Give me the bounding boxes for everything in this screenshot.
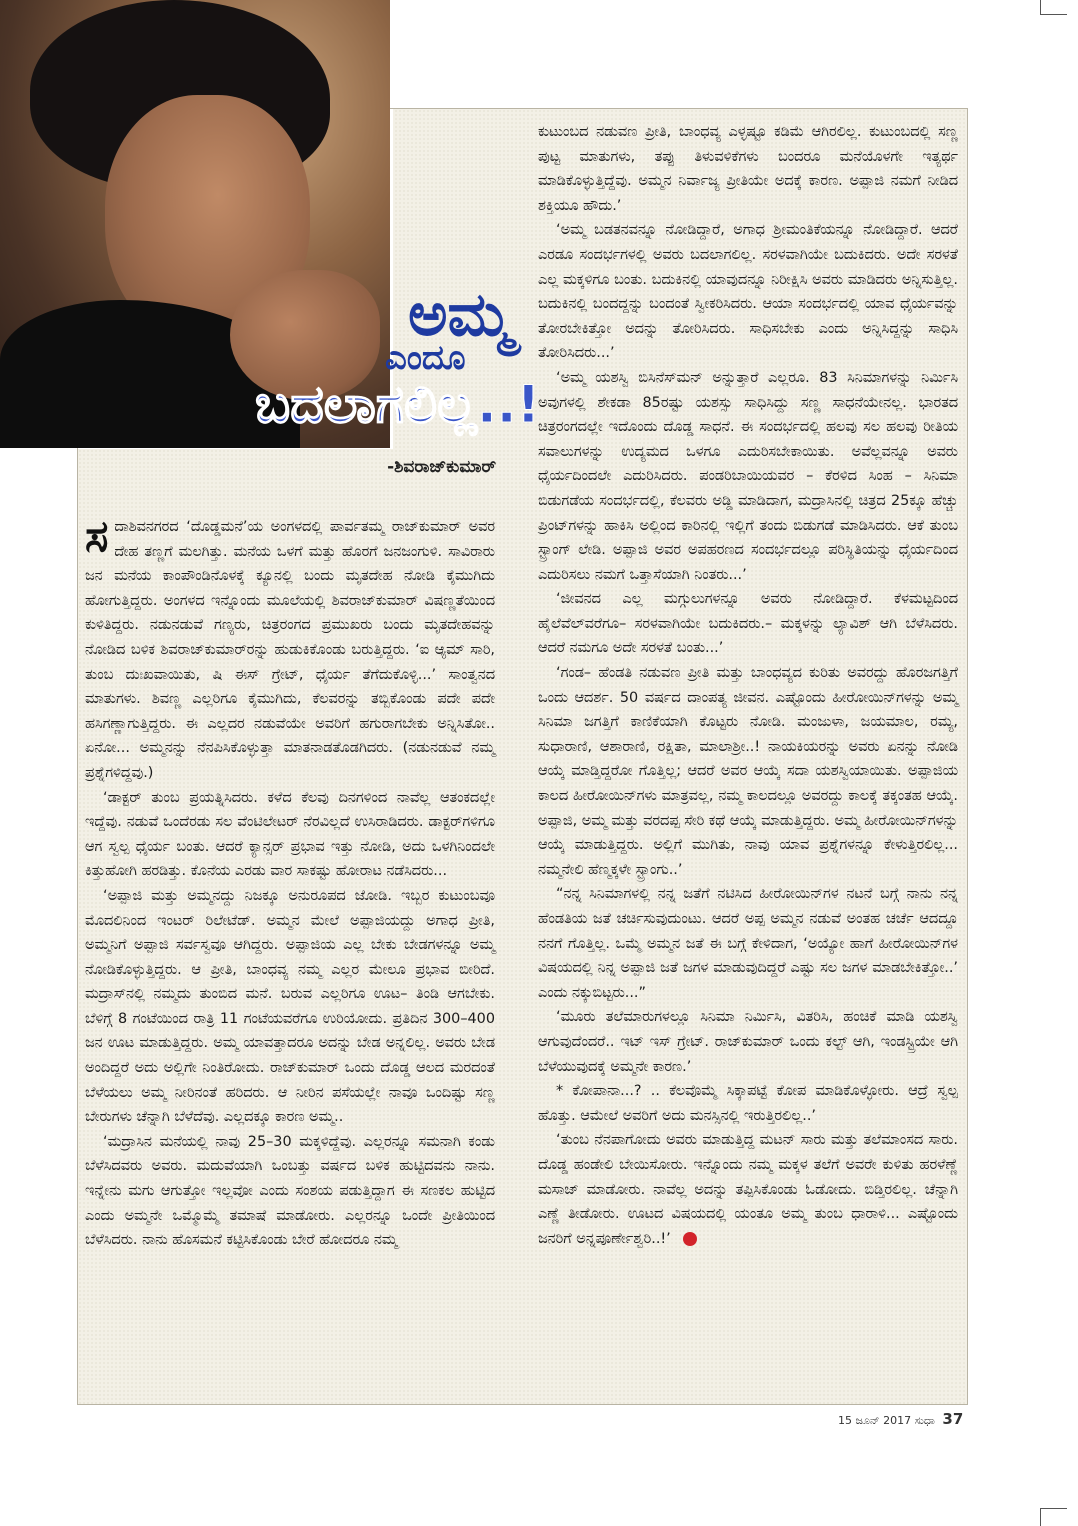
paragraph: ‘ಗಂಡ– ಹೆಂಡತಿ ನಡುವಣ ಪ್ರೀತಿ ಮತ್ತು ಬಾಂಧವ್ಯದ ಕುರಿತು ಅವರದ್ದು ಹೊರಜಗತ್ತಿಗೆ ಒಂದು ಆದರ್ಶ. 50 ವರ್ಷದ ದಾಂಪತ್ಯ ಜೀವನ. ಎಷ್ಟೊಂದು ಹೀರೋಯಿನ್‌ಗಳನ್ನು ಅಮ್ಮ ಸಿನಿಮಾ ಜಗತ್ತಿಗೆ ಕಾಣಿಕೆಯಾಗಿ ಕೊಟ್ಟರು ನೋಡಿ. ಮಂಜುಳಾ, ಜಯಮಾಲ, ರಮ್ಯ, ಸುಧಾರಾಣಿ, ಆಶಾರಾಣಿ, ರಕ್ಷಿತಾ, ಮಾಲಾಶ್ರೀ..! ನಾಯಕಿಯರನ್ನು ಅವರು ಏನನ್ನು ನೋಡಿ ಆಯ್ಕೆ ಮಾಡ್ತಿದ್ದರೋ ಗೊತ್ತಿಲ್ಲ; ಆದರೆ ಅವರ ಆಯ್ಕೆ ಸದಾ ಯಶಸ್ವಿಯಾಯಿತು. ಅಪ್ಪಾಜಿಯ ಕಾಲದ ಹೀರೋಯಿನ್‌ಗಳು ಮಾತ್ರವಲ್ಲ, ನಮ್ಮ ಕಾಲದಲ್ಲೂ ಅವರದ್ದು ಕಾಲಕ್ಕೆ ತಕ್ಕಂತಹ ಆಯ್ಕೆ. ಅಪ್ಪಾಜಿ, ಅಮ್ಮ ಮತ್ತು ವರದಪ್ಪ ಸೇರಿ ಕಥೆ ಆಯ್ಕೆ ಮಾಡುತ್ತಿದ್ದರು. ಅಮ್ಮ ಹೀರೋಯಿನ್‌ಗಳನ್ನು ಆಯ್ಕೆ ಮಾಡುತ್ತಿದ್ದರು. ಅಲ್ಲಿಗೆ ಮುಗಿತು, ನಾವು ಯಾವ ಪ್ರಶ್ನೆಗಳನ್ನೂ ಕೇಳುತ್ತಿರಲಿಲ್ಲ... ನಮ್ಮನೇಲಿ ಹೆಣ್ಮಕ್ಕಳೇ ಸ್ಟ್ರಾಂಗು..’ [538, 665, 958, 878]
footer-date: 15 ಜೂನ್ 2017 ಸುಧಾ [838, 1414, 935, 1427]
paragraph: ‘ಡಾಕ್ಟರ್ ತುಂಬ ಪ್ರಯತ್ನಿಸಿದರು. ಕಳೆದ ಕೆಲವು ದಿನಗಳಿಂದ ನಾವೆಲ್ಲ ಆತಂಕದಲ್ಲೇ ಇದ್ದೆವು. ನಡುವೆ ಒಂದೆರಡು ಸಲ ವೆಂಟಿಲೇಟರ್ ನೆರವಿಲ್ಲದೆ ಉಸಿರಾಡಿದರು. ಡಾಕ್ಟರ್‌ಗಳಿಗೂ ಆಗ ಸ್ವಲ್ಪ ಧೈರ್ಯ ಬಂತು. ಆದರೆ ಕ್ಯಾನ್ಸರ್ ಪ್ರಭಾವ ಇತ್ತು ನೋಡಿ, ಅದು ಒಳಗಿನಿಂದಲೇ ಕಿತ್ತುಹೋಗಿ ಹರಡಿತ್ತು. ಕೊನೆಯ ಎರಡು ವಾರ ಸಾಕಷ್ಟು ಹೋರಾಟ ನಡೆಸಿದರು... [85, 789, 495, 880]
drop-cap: ಸ [85, 511, 109, 562]
paragraph: ಕುಟುಂಬದ ನಡುವಣ ಪ್ರೀತಿ, ಬಾಂಧವ್ಯ ಎಳ್ಳಷ್ಟೂ ಕಡಿಮೆ ಆಗಿರಲಿಲ್ಲ. ಕುಟುಂಬದಲ್ಲಿ ಸಣ್ಣ ಪುಟ್ಟ ಮಾತುಗಳು, ತಪ್ಪು ತಿಳುವಳಿಕೆಗಳು ಬಂದರೂ ಮನೆಯೊಳಗೇ ಇತ್ಯರ್ಥ ಮಾಡಿಕೊಳ್ಳುತ್ತಿದ್ದೆವು. ಅಮ್ಮನ ನಿರ್ವಾಜ್ಯ ಪ್ರೀತಿಯೇ ಅದಕ್ಕೆ ಕಾರಣ. ಅಪ್ಪಾಜಿ ನಮಗೆ ನೀಡಿದ ಶಕ್ತಿಯೂ ಹೌದು.’ [538, 124, 958, 214]
page-number: 37 [942, 1410, 964, 1428]
page-footer [838, 1410, 963, 1428]
crop-mark-bottom-right [1040, 1508, 1067, 1526]
headline-line-3: ಬದಲಾಗಲಿಲ್ಲ..! [255, 375, 541, 435]
paragraph: ‘ಅಪ್ಪಾಜಿ ಮತ್ತು ಅಮ್ಮನದ್ದು ನಿಜಕ್ಕೂ ಅನುರೂಪದ ಜೋಡಿ. ಇಬ್ಬರ ಕುಟುಂಬವೂ ಮೊದಲಿನಿಂದ ಇಂಟರ್ ರಿಲೇಟೆಡ್. ಅಮ್ಮನ ಮೇಲೆ ಅಪ್ಪಾಜಿಯದ್ದು ಅಗಾಧ ಪ್ರೀತಿ, ಅಮ್ಮನಿಗೆ ಅಪ್ಪಾಜಿ ಸರ್ವಸ್ವವೂ ಆಗಿದ್ದರು. ಅಪ್ಪಾಜಿಯ ಎಲ್ಲ ಬೇಕು ಬೇಡಗಳನ್ನೂ ಅಮ್ಮ ನೋಡಿಕೊಳ್ಳುತ್ತಿದ್ದರು. ಆ ಪ್ರೀತಿ, ಬಾಂಧವ್ಯ ನಮ್ಮ ಎಲ್ಲರ ಮೇಲೂ ಪ್ರಭಾವ ಬೀರಿದೆ. ಮದ್ರಾಸ್‌ನಲ್ಲಿ ನಮ್ಮದು ತುಂಬಿದ ಮನೆ. ಬರುವ ಎಲ್ಲರಿಗೂ ಊಟ– ತಿಂಡಿ ಆಗಬೇಕು. ಬೆಳಿಗ್ಗೆ 8 ಗಂಟೆಯಿಂದ ರಾತ್ರಿ 11 ಗಂಟೆಯವರೆಗೂ ಉರಿಯೋದು. ಪ್ರತಿದಿನ 300–400 ಜನ ಊಟ ಮಾಡುತ್ತಿದ್ದರು. ಅಮ್ಮ ಯಾವತ್ತಾದರೂ ಅದನ್ನು ಬೇಡ ಅನ್ನಲಿಲ್ಲ. ಅವರು ಬೇಡ ಅಂದಿದ್ದರೆ ಅದು ಅಲ್ಲಿಗೇ ನಿಂತಿರೋದು. ರಾಜ್‌ಕುಮಾರ್ ಒಂದು ದೊಡ್ಡ ಆಲದ ಮರದಂತೆ ಬೆಳೆಯಲು ಅಮ್ಮ ನೀರಿನಂತೆ ಹರಿದರು. ಆ ನೀರಿನ ಪಸೆಯಲ್ಲೇ ನಾವೂ ಒಂದಿಷ್ಟು ಸಣ್ಣ ಬೇರುಗಳು ಚೆನ್ನಾಗಿ ಬೆಳೆದೆವು. ಎಲ್ಲದಕ್ಕೂ ಕಾರಣ ಅಮ್ಮ.. [85, 887, 495, 1126]
paragraph: ‘ಜೀವನದ ಎಲ್ಲ ಮಗ್ಗುಲುಗಳನ್ನೂ ಅವರು ನೋಡಿದ್ದಾರೆ. ಕೆಳಮಟ್ಟದಿಂದ ಹೈಲೆವೆಲ್‌ವರೆಗೂ– ಸರಳವಾಗಿಯೇ ಬದುಕಿದರು.– ಮಕ್ಕಳನ್ನು ಲ್ಯಾವಿಶ್ ಆಗಿ ಬೆಳೆಸಿದರು. ಆದರೆ ನಮಗೂ ಅದೇ ಸರಳತೆ ಬಂತು...’ [538, 591, 958, 657]
crop-mark-top-right [1040, 0, 1067, 15]
headline-line-2: ಎಂದೂ [385, 338, 466, 378]
paragraph-last: ‘ತುಂಬ ನೆನಪಾಗೋದು ಅವರು ಮಾಡುತ್ತಿದ್ದ ಮಟನ್ ಸಾರು ಮತ್ತು ತಲೆಮಾಂಸದ ಸಾರು. ದೊಡ್ಡ ಹಂಡೇಲಿ ಬೇಯಿಸೋರು. ಇನ್ನೊಂದು ನಮ್ಮ ಮಕ್ಕಳ ತಲೆಗೆ ಅವರೇ ಕುಳಿತು ಹರಳೆಣ್ಣೆ ಮಸಾಜ್ ಮಾಡೋರು. ನಾವೆಲ್ಲ ಅದನ್ನು ತಪ್ಪಿಸಿಕೊಂಡು ಓಡೋದು. ಬಿಡ್ತಿರಲಿಲ್ಲ. ಚೆನ್ನಾಗಿ ಎಣ್ಣೆ ತೀಡೋರು. ಊಟದ ವಿಷಯದಲ್ಲಿ ಯಂತೂ ಅಮ್ಮ ತುಂಬ ಧಾರಾಳಿ... ಎಷ್ಟೊಂದು ಜನರಿಗೆ ಅನ್ನಪೂರ್ಣೇಶ್ವರಿ..!’ [538, 1132, 958, 1247]
end-mark-icon [683, 1232, 697, 1246]
headline-line-1: ಅಮ್ಮ [408, 280, 513, 350]
paragraph: ‘ಮದ್ರಾಸಿನ ಮನೆಯಲ್ಲಿ ನಾವು 25–30 ಮಕ್ಕಳಿದ್ದೆವು. ಎಲ್ಲರನ್ನೂ ಸಮನಾಗಿ ಕಂಡು ಬೆಳೆಸಿದವರು ಅವರು. ಮದುವೆಯಾಗಿ ಒಂಬತ್ತು ವರ್ಷದ ಬಳಿಕ ಹುಟ್ಟಿದವನು ನಾನು. ಇನ್ನೇನು ಮಗು ಆಗುತ್ತೋ ಇಲ್ಲವೋ ಎಂದು ಸಂಶಯ ಪಡುತ್ತಿದ್ದಾಗ ಈ ಸಣಕಲ ಹುಟ್ಟಿದ ಎಂದು ಅಮ್ಮನೇ ಒಮ್ಮೊಮ್ಮೆ ತಮಾಷೆ ಮಾಡೋರು. ಎಲ್ಲರನ್ನೂ ಒಂದೇ ಪ್ರೀತಿಯಿಂದ ಬೆಳೆಸಿದರು. ನಾನು ಹೊಸಮನೆ ಕಟ್ಟಿಸಿಕೊಂಡು ಬೇರೆ ಹೋದರೂ ನಮ್ಮ [85, 1133, 495, 1249]
paragraph: ಸದಾಶಿವನಗರದ ‘ದೊಡ್ಡಮನೆ’ಯ ಅಂಗಳದಲ್ಲಿ ಪಾರ್ವತಮ್ಮ ರಾಜ್‌ಕುಮಾರ್ ಅವರ ದೇಹ ತಣ್ಣಗೆ ಮಲಗಿತ್ತು. ಮನೆಯ ಒಳಗೆ ಮತ್ತು ಹೊರಗೆ ಜನಜಂಗುಳಿ. ಸಾವಿರಾರು ಜನ ಮನೆಯ ಕಾಂಪೌಂಡಿನೊಳಕ್ಕೆ ಕ್ಯೂನಲ್ಲಿ ಬಂದು ಮೃತದೇಹ ನೋಡಿ ಕೈಮುಗಿದು ಹೋಗುತ್ತಿದ್ದರು. ಅಂಗಳದ ಇನ್ನೊಂದು ಮೂಲೆಯಲ್ಲಿ ಶಿವರಾಜ್‌ಕುಮಾರ್ ವಿಷಣ್ಣತೆಯಿಂದ ಕುಳಿತಿದ್ದರು. ನಡುನಡುವೆ ಗಣ್ಯರು, ಚಿತ್ರರಂಗದ ಪ್ರಮುಖರು ಬಂದು ಮೃತದೇಹವನ್ನು ನೋಡಿದ ಬಳಿಕ ಶಿವರಾಜ್‌ಕುಮಾರ್‌ರನ್ನು ಹುಡುಕಿಕೊಂಡು ಬರುತ್ತಿದ್ದರು. ‘ಐ ಆ್ಯಮ್ ಸಾರಿ, ತುಂಬ ದುಃಖವಾಯಿತು, ಷಿ ಈಸ್ ಗ್ರೇಟ್, ಧೈರ್ಯ ತೆಗೆದುಕೊಳ್ಳಿ...’ ಸಾಂತ್ವನದ ಮಾತುಗಳು. ಶಿವಣ್ಣ ಎಲ್ಲರಿಗೂ ಕೈಮುಗಿದು, ಕೆಲವರನ್ನು ತಬ್ಬಿಕೊಂಡು ಪದೇ ಪದೇ ಹಸಿಗಣ್ಣಾಗುತ್ತಿದ್ದರು. ಈ ಎಲ್ಲದರ ನಡುವೆಯೇ ಅವರಿಗೆ ಹಗುರಾಗಬೇಕು ಅನ್ನಿಸಿತೋ.. ಏನೋ... ಅಮ್ಮನನ್ನು ನೆನಪಿಸಿಕೊಳ್ಳುತ್ತಾ ಮಾತನಾಡತೊಡಗಿದರು. (ನಡುನಡುವೆ ನಮ್ಮ ಪ್ರಶ್ನೆಗಳಿದ್ದವು.) [85, 511, 495, 781]
paragraph: * ಕೋಪಾನಾ...? .. ಕೆಲವೊಮ್ಮೆ ಸಿಕ್ಕಾಪಟ್ಟೆ ಕೋಪ ಮಾಡಿಕೊಳ್ಳೋರು. ಆದ್ರೆ ಸ್ವಲ್ಪ ಹೊತ್ತು. ಆಮೇಲೆ ಅವರಿಗೆ ಅದು ಮನಸ್ಸಿನಲ್ಲಿ ಇರುತ್ತಿರಲಿಲ್ಲ..’ [538, 1083, 958, 1124]
paragraph: ‘ಅಮ್ಮ ಬಡತನವನ್ನೂ ನೋಡಿದ್ದಾರೆ, ಅಗಾಧ ಶ್ರೀಮಂತಿಕೆಯನ್ನೂ ನೋಡಿದ್ದಾರೆ. ಆದರೆ ಎರಡೂ ಸಂದರ್ಭಗಳಲ್ಲಿ ಅವರು ಬದಲಾಗಲಿಲ್ಲ. ಸರಳವಾಗಿಯೇ ಬದುಕಿದರು. ಅದೇ ಸರಳತೆ ಎಲ್ಲ ಮಕ್ಕಳಿಗೂ ಬಂತು. ಬದುಕಿನಲ್ಲಿ ಯಾವುದನ್ನೂ ನಿರೀಕ್ಷಿಸಿ ಅವರು ಮಾಡಿದರು ಅನ್ನಿಸುತ್ತಿಲ್ಲ. ಬದುಕಿನಲ್ಲಿ ಬಂದದ್ದನ್ನು ಬಂದಂತೆ ಸ್ವೀಕರಿಸಿದರು. ಆಯಾ ಸಂದರ್ಭದಲ್ಲಿ ಯಾವ ಧೈರ್ಯವನ್ನು ತೋರಬೇಕಿತ್ತೋ ಅದನ್ನು ತೋರಿಸಿದರು. ಸಾಧಿಸಬೇಕು ಎಂದು ಅನ್ನಿಸಿದ್ದನ್ನು ಸಾಧಿಸಿ ತೋರಿಸಿದರು...’ [538, 222, 958, 362]
article-column-left [85, 511, 495, 1253]
paragraph: “ನನ್ನ ಸಿನಿಮಾಗಳಲ್ಲಿ ನನ್ನ ಜತೆಗೆ ನಟಿಸಿದ ಹೀರೋಯಿನ್‌ಗಳ ನಟನೆ ಬಗ್ಗೆ ನಾನು ನನ್ನ ಹೆಂಡತಿಯ ಜತೆ ಚರ್ಚಿಸುವುದುಂಟು. ಆದರೆ ಅಪ್ಪ ಅಮ್ಮನ ನಡುವೆ ಅಂತಹ ಚರ್ಚೆ ಆದದ್ದೂ ನನಗೆ ಗೊತ್ತಿಲ್ಲ. ಒಮ್ಮೆ ಅಮ್ಮನ ಜತೆ ಈ ಬಗ್ಗೆ ಕೇಳಿದಾಗ, ‘ಅಯ್ಯೋ ಹಾಗೆ ಹೀರೋಯಿನ್‌ಗಳ ವಿಷಯದಲ್ಲಿ ನಿನ್ನ ಅಪ್ಪಾಜಿ ಜತೆ ಜಗಳ ಮಾಡುವುದಿದ್ದರೆ ಎಷ್ಟು ಸಲ ಜಗಳ ಮಾಡಬೇಕಿತ್ತೋ..’ ಎಂದು ನಕ್ಕುಬಿಟ್ಟರು...” [538, 886, 958, 1001]
paragraph: ‘ಅಮ್ಮ ಯಶಸ್ವಿ ಬಿಸಿನೆಸ್‌ಮನ್ ಅನ್ನುತ್ತಾರೆ ಎಲ್ಲರೂ. 83 ಸಿನಿಮಾಗಳನ್ನು ನಿರ್ಮಿಸಿ ಅವುಗಳಲ್ಲಿ ಶೇಕಡಾ 85ರಷ್ಟು ಯಶಸ್ಸು ಸಾಧಿಸಿದ್ದು ಸಣ್ಣ ಸಾಧನೆಯೇನಲ್ಲ. ಭಾರತದ ಚಿತ್ರರಂಗದಲ್ಲೇ ಇದೊಂದು ದೊಡ್ಡ ಸಾಧನೆ. ಈ ಸಂದರ್ಭದಲ್ಲಿ ಹಲವು ಸಲ ಹಲವು ರೀತಿಯ ಸವಾಲುಗಳನ್ನು ಉದ್ಯಮದ ಒಳಗೂ ಎದುರಿಸಬೇಕಾಯಿತು. ಅವೆಲ್ಲವನ್ನೂ ಅವರು ಧೈರ್ಯದಿಂದಲೇ ಎದುರಿಸಿದರು. ಪಂಡರಿಬಾಯಿಯವರ – ಕೆರಳಿದ ಸಿಂಹ – ಸಿನಿಮಾ ಬಿಡುಗಡೆಯ ಸಂದರ್ಭದಲ್ಲಿ, ಕೆಲವರು ಅಡ್ಡಿ ಮಾಡಿದಾಗ, ಮದ್ರಾಸಿನಲ್ಲಿ ಚಿತ್ರದ 25ಕ್ಕೂ ಹೆಚ್ಚು ಪ್ರಿಂಟ್‌ಗಳನ್ನು ಹಾಕಿಸಿ ಅಲ್ಲಿಂದ ಕಾರಿನಲ್ಲಿ ಇಲ್ಲಿಗೆ ತಂದು ಬಿಡುಗಡೆ ಮಾಡಿಸಿದರು. ಆಕೆ ತುಂಬ ಸ್ಟ್ರಾಂಗ್ ಲೇಡಿ. ಅಪ್ಪಾಜಿ ಅವರ ಅಪಹರಣದ ಸಂದರ್ಭದಲ್ಲೂ ಪರಿಸ್ಥಿತಿಯನ್ನು ಧೈರ್ಯದಿಂದ ಎದುರಿಸಲು ನಮಗೆ ಒತ್ತಾಸೆಯಾಗಿ ನಿಂತರು...’ [538, 369, 958, 583]
article-column-right [538, 120, 958, 1251]
paragraph: ‘ಮೂರು ತಲೆಮಾರುಗಳಲ್ಲೂ ಸಿನಿಮಾ ನಿರ್ಮಿಸಿ, ವಿತರಿಸಿ, ಹಂಚಿಕೆ ಮಾಡಿ ಯಶಸ್ವಿ ಆಗುವುದೆಂದರೆ.. ಇಟ್ ಇಸ್ ಗ್ರೇಟ್. ರಾಜ್‌ಕುಮಾರ್ ಒಂದು ಕಲ್ಟ್ ಆಗಿ, ಇಂಡಸ್ಟ್ರಿಯೇ ಆಗಿ ಬೆಳೆಯುವುದಕ್ಕೆ ಅಮ್ಮನೇ ಕಾರಣ.’ [538, 1009, 958, 1075]
byline: -ಶಿವರಾಜ್‌ಕುಮಾರ್ [387, 457, 496, 477]
